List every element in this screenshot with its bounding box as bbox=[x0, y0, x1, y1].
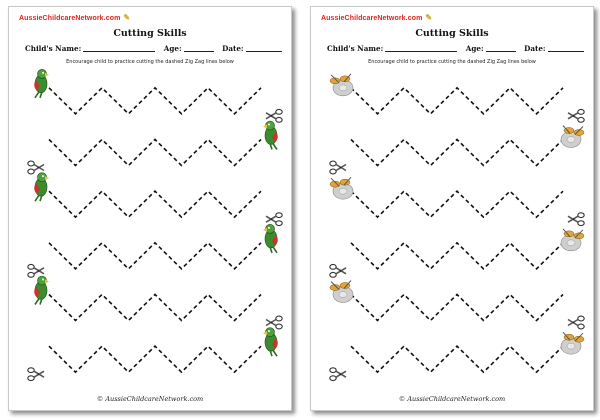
scissors-icon bbox=[266, 213, 282, 226]
parrot-icon bbox=[263, 224, 278, 253]
drum-kit-icon bbox=[561, 332, 584, 354]
parrot-icon bbox=[263, 121, 278, 150]
drum-kit-icon bbox=[330, 177, 353, 199]
zigzag-area bbox=[9, 7, 291, 410]
parrot-icon bbox=[34, 276, 49, 305]
worksheet-title: Cutting Skills bbox=[113, 28, 187, 39]
drum-kit-icon bbox=[561, 126, 584, 148]
site-logo: AussieChildcareNetwork.com ✎ bbox=[321, 13, 433, 22]
scissors-icon bbox=[28, 368, 44, 381]
scissors-icon bbox=[28, 161, 44, 174]
date-field[interactable]: Date: bbox=[524, 44, 583, 53]
age-field[interactable]: Age: bbox=[164, 44, 214, 53]
dashed-zigzag-line bbox=[351, 140, 563, 166]
dashed-zigzag-line bbox=[351, 243, 563, 269]
dashed-zigzag-line bbox=[351, 346, 563, 372]
instruction-text: Encourage child to practice cutting the dashed Zig Zag lines below bbox=[368, 59, 536, 65]
date-field[interactable]: Date: bbox=[222, 44, 281, 53]
parrot-icon bbox=[263, 328, 278, 357]
child-name-field[interactable]: Child's Name: bbox=[327, 44, 457, 53]
child-name-field[interactable]: Child's Name: bbox=[25, 44, 155, 53]
age-field[interactable]: Age: bbox=[466, 44, 516, 53]
dashed-zigzag-line bbox=[49, 295, 261, 321]
scissors-icon bbox=[568, 213, 584, 226]
dashed-zigzag-line bbox=[49, 346, 261, 372]
scissors-icon bbox=[568, 109, 584, 122]
dashed-zigzag-line bbox=[49, 88, 261, 114]
dashed-zigzag-line bbox=[351, 295, 563, 321]
parrot-icon bbox=[34, 173, 49, 202]
scissors-icon bbox=[28, 264, 44, 277]
zigzag-area bbox=[311, 7, 593, 410]
scissors-icon bbox=[330, 264, 346, 277]
dashed-zigzag-line bbox=[49, 140, 261, 166]
scissors-icon bbox=[568, 316, 584, 329]
scissors-icon bbox=[330, 161, 346, 174]
instruction-text: Encourage child to practice cutting the dashed Zig Zag lines below bbox=[66, 59, 234, 65]
dashed-zigzag-line bbox=[49, 191, 261, 217]
pencil-icon: ✎ bbox=[425, 13, 433, 22]
drum-kit-icon bbox=[561, 229, 584, 251]
worksheet-parrot bbox=[8, 6, 292, 411]
site-logo: AussieChildcareNetwork.com ✎ bbox=[19, 13, 131, 22]
scissors-icon bbox=[330, 368, 346, 381]
pencil-icon: ✎ bbox=[123, 13, 131, 22]
copyright-footer: © AussieChildcareNetwork.com bbox=[96, 395, 204, 403]
worksheet-drum-kit bbox=[310, 6, 594, 411]
copyright-footer: © AussieChildcareNetwork.com bbox=[398, 395, 506, 403]
worksheet-title: Cutting Skills bbox=[415, 28, 489, 39]
dashed-zigzag-line bbox=[351, 88, 563, 114]
drum-kit-icon bbox=[330, 74, 353, 96]
dashed-zigzag-line bbox=[49, 243, 261, 269]
parrot-icon bbox=[34, 69, 49, 98]
dashed-zigzag-line bbox=[351, 191, 563, 217]
drum-kit-icon bbox=[330, 281, 353, 303]
scissors-icon bbox=[266, 316, 282, 329]
scissors-icon bbox=[266, 109, 282, 122]
